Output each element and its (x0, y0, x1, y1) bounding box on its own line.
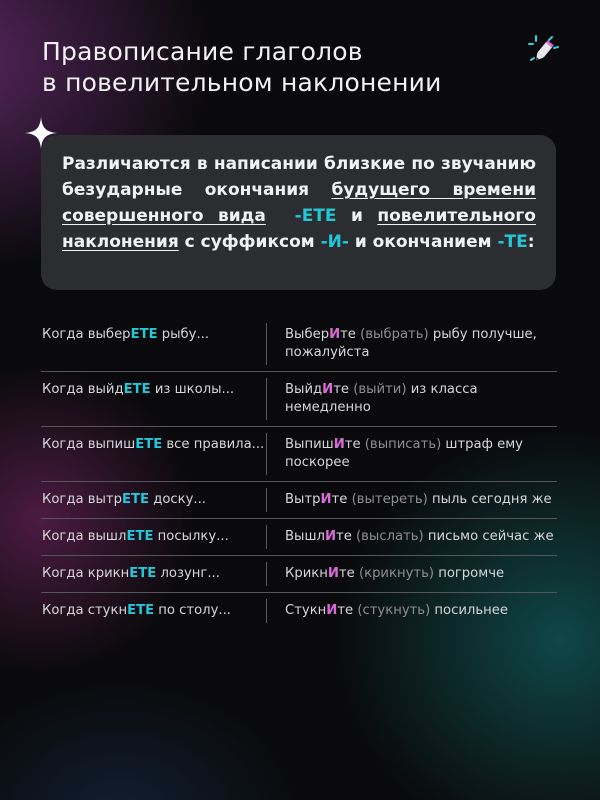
rule-part-5: : (527, 232, 535, 252)
rule-part-1: Различаются в написании близкие по звучанию безударные окончания (62, 154, 536, 200)
table-row (41, 482, 557, 519)
future-example: Когда стукнЕТЕ по столу... (42, 603, 231, 618)
future-example: Когда выпишЕТЕ все правила... (42, 437, 265, 452)
imperative-example: ВышлИте (выслать) письмо сейчас же (266, 525, 557, 549)
suffix-i: И (329, 327, 341, 342)
suffix-i: И (322, 382, 334, 397)
rule-underline-imperative: повелительного наклонения (62, 206, 536, 252)
suffix-i: И (324, 529, 337, 544)
future-example: Когда вышлЕТЕ посылку... (42, 529, 229, 544)
future-example: Когда выберЕТЕ рыбу... (42, 327, 210, 342)
table-row (41, 556, 557, 593)
infinitive-hint: (выписать) (364, 437, 442, 452)
rule-part-2: и (350, 206, 378, 226)
imperative-example: СтукнИте (стукнуть) посильнее (266, 599, 557, 623)
infinitive-hint: (вытереть) (351, 492, 428, 507)
rule-part-4: и окончанием (348, 232, 498, 252)
ending-ete: ЕТЕ (130, 327, 158, 342)
table-row (41, 519, 557, 556)
table-row (41, 317, 557, 372)
title-line-1: Правописание глаголов (42, 37, 363, 66)
suffix-i: И (326, 603, 338, 618)
imperative-example: ВытрИте (вытереть) пыль сегодня же (266, 488, 557, 512)
infinitive-hint: (выслать) (356, 529, 424, 544)
infinitive-hint: (выйти) (353, 382, 407, 397)
imperative-example: ВыпишИте (выписать) штраф ему поскорее (266, 433, 557, 475)
rule-text (62, 151, 536, 255)
ending-ete: ЕТЕ (126, 529, 154, 544)
suffix-i: И (327, 566, 339, 581)
rule-suffix-i: -И- (320, 232, 349, 252)
suffix-i: И (333, 437, 345, 452)
table-row (41, 427, 557, 482)
rule-underline-future: будущего времени совершенного вида (62, 180, 536, 226)
imperative-example: ВыберИте (выбрать) рыбу получше, пожалуйста (266, 323, 557, 365)
suffix-i: И (320, 492, 332, 507)
ending-ete: ЕТЕ (122, 492, 150, 507)
future-example: Когда выйдЕТЕ из школы... (42, 382, 235, 397)
page-title (42, 36, 512, 98)
rule-part-3: с суффиксом (178, 232, 321, 252)
imperative-example: КрикнИте (крикнуть) погромче (266, 562, 557, 586)
table-row (41, 593, 557, 629)
table-row (41, 372, 557, 427)
ending-ete: ЕТЕ (127, 603, 155, 618)
infinitive-hint: (выбрать) (360, 327, 429, 342)
ending-ete: ЕТЕ (123, 382, 151, 397)
ending-ete: ЕТЕ (135, 437, 163, 452)
pencil-sparkle-icon (526, 33, 562, 69)
rule-ending-te: -ТЕ (497, 232, 528, 252)
future-example: Когда крикнЕТЕ лозунг... (42, 566, 220, 581)
rule-ending-ete: -ЕТЕ (294, 206, 337, 226)
imperative-example: ВыйдИте (выйти) из класса немедленно (266, 378, 557, 420)
infinitive-hint: (крикнуть) (358, 566, 434, 581)
ending-ete: ЕТЕ (129, 566, 157, 581)
title-line-2: в повелительном наклонении (42, 68, 442, 97)
examples-table (41, 317, 557, 629)
infinitive-hint: (стукнуть) (357, 603, 431, 618)
future-example: Когда вытрЕТЕ доску... (42, 492, 206, 507)
